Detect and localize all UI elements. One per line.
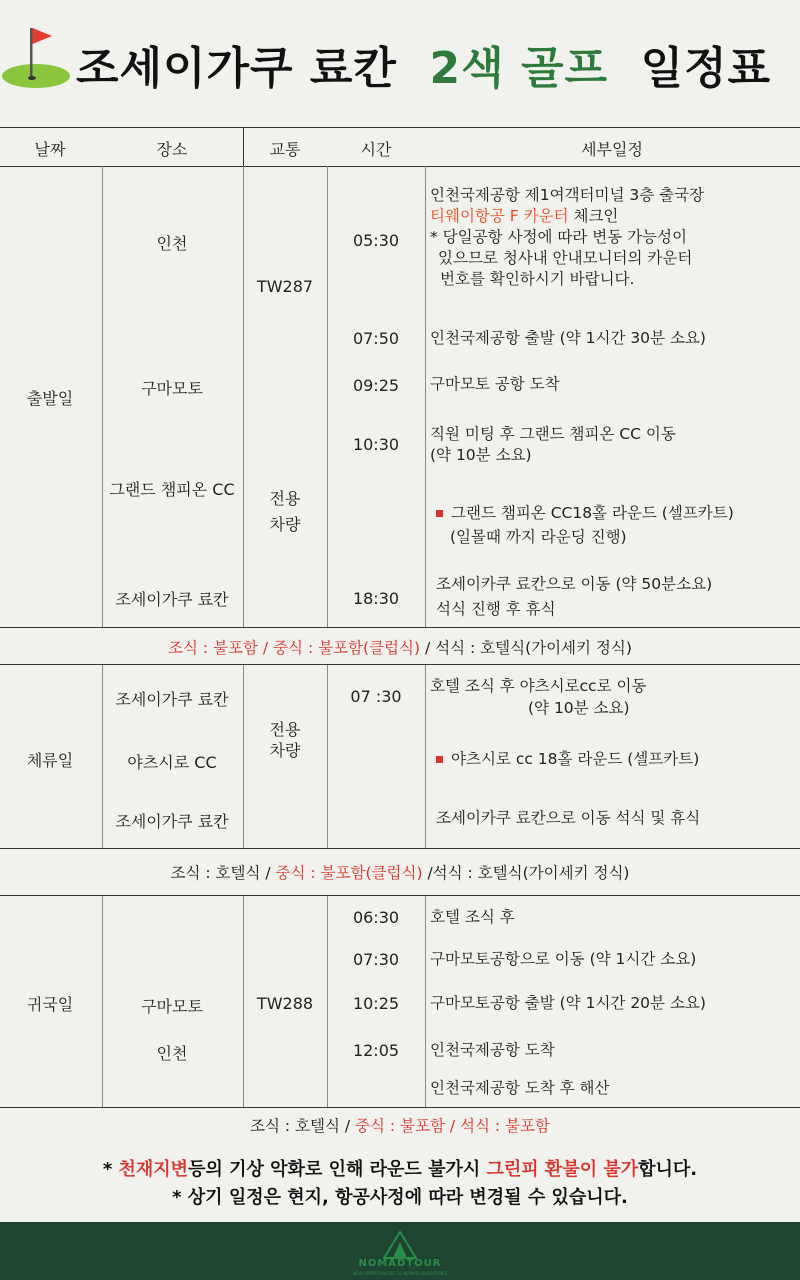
day3-meals: 조식 : 호텔식 / 중식 : 불포함 / 석식 : 불포함	[249, 1117, 550, 1135]
col-divider	[327, 664, 328, 848]
table-top-border	[0, 127, 800, 128]
place-cell: 구마모토	[141, 379, 203, 398]
header-place: 장소	[156, 140, 188, 159]
footer-bar	[0, 1222, 800, 1280]
transport-cell: 차량	[269, 741, 301, 760]
brand-logo: NOMADTOUR	[358, 1258, 442, 1269]
col-divider	[243, 664, 244, 848]
section-border	[0, 895, 800, 896]
day1-label: 출발일	[26, 389, 74, 408]
detail-text: 인천국제공항 제1여객터미널 3층 출국장	[430, 186, 705, 204]
header-date: 날짜	[34, 140, 66, 159]
detail-text: 조세이카쿠 료칸으로 이동 석식 및 휴식	[436, 809, 701, 827]
place-cell: 구마모토	[141, 997, 203, 1016]
col-divider	[102, 166, 103, 627]
time-cell: 18:30	[352, 589, 400, 608]
detail-text: 인천국제공항 도착 후 해산	[430, 1079, 610, 1097]
place-cell: 조세이가쿠 료칸	[115, 812, 229, 831]
col-divider	[102, 664, 103, 848]
time-cell: 10:30	[352, 435, 400, 454]
bullet-icon	[436, 510, 443, 517]
page-title: 조세이가쿠 료칸 2색 골프 일정표	[76, 43, 772, 94]
bullet-icon	[436, 756, 443, 763]
detail-text: * 당일공항 사정에 따라 변동 가능성이	[430, 228, 687, 246]
time-cell: 12:05	[352, 1041, 400, 1060]
col-divider	[425, 895, 426, 1107]
place-cell: 그랜드 챔피온 CC	[109, 480, 235, 499]
detail-text: 조세이카쿠 료칸으로 이동 (약 50분소요)	[436, 575, 713, 593]
section-border	[0, 664, 800, 665]
detail-text: 구마모토공항으로 이동 (약 1시간 소요)	[430, 950, 697, 968]
detail-text: 티웨이항공 F 카운터 체크인	[430, 207, 619, 225]
header-bottom-border	[0, 166, 800, 167]
header-time: 시간	[360, 140, 392, 159]
detail-text: 인천국제공항 출발 (약 1시간 30분 소요)	[430, 329, 706, 347]
mountain-logo-icon	[370, 1230, 430, 1260]
section-border	[0, 848, 800, 849]
place-cell: 조세이가쿠 료칸	[115, 590, 229, 609]
golf-flag-icon	[0, 20, 80, 100]
notice-weather: * 천재지변등의 기상 악화로 인해 라운드 불가시 그린피 환불이 불가합니다.	[102, 1159, 698, 1180]
time-cell: 05:30	[352, 231, 400, 250]
day2-meals: 조식 : 호텔식 / 중식 : 불포함(클럽식) /석식 : 호텔식(가이세키 정식)	[170, 864, 630, 882]
header-divider	[243, 127, 244, 167]
section-border	[0, 1107, 800, 1108]
header-transport: 교통	[269, 140, 301, 159]
transport-cell: 전용	[269, 489, 301, 508]
round-highlight: 그랜드 챔피온 CC18홀 라운드 (셀프카트)	[436, 503, 734, 524]
place-cell: 인천	[156, 234, 188, 253]
detail-text: 있으므로 청사내 안내모니터의 카운터	[438, 249, 693, 267]
section-border	[0, 627, 800, 628]
detail-text: (약 10분 소요)	[430, 446, 532, 464]
time-cell: 10:25	[352, 994, 400, 1013]
brand-tagline: NEW OPPORTUNITIES TO NOMAD ADVENTURES	[352, 1271, 448, 1276]
col-divider	[102, 895, 103, 1107]
detail-text: (약 10분 소요)	[528, 699, 630, 717]
detail-text: 구마모토공항 출발 (약 1시간 20분 소요)	[430, 994, 706, 1012]
time-cell: 07:50	[352, 329, 400, 348]
detail-text: 호텔 조식 후	[430, 908, 515, 926]
col-divider	[425, 166, 426, 627]
detail-text: 번호를 확인하시기 바랍니다.	[440, 270, 635, 288]
time-cell: 09:25	[352, 376, 400, 395]
transport-cell: 차량	[269, 515, 301, 534]
detail-text: 인천국제공항 도착	[430, 1041, 555, 1059]
col-divider	[425, 664, 426, 848]
transport-cell: 전용	[269, 720, 301, 739]
header-detail: 세부일정	[581, 140, 643, 159]
col-divider	[243, 166, 244, 627]
day3-label: 귀국일	[26, 995, 74, 1014]
detail-text: 구마모토 공항 도착	[430, 375, 560, 393]
place-cell: 조세이가쿠 료칸	[115, 690, 229, 709]
time-cell: 07:30	[352, 950, 400, 969]
day1-meals: 조식 : 불포함 / 중식 : 불포함(클럽식) / 석식 : 호텔식(가이세키 정식)	[168, 639, 632, 657]
place-cell: 야츠시로 CC	[127, 753, 217, 772]
detail-text: (일몰때 까지 라운딩 진행)	[450, 528, 627, 546]
col-divider	[243, 895, 244, 1107]
day2-label: 체류일	[26, 751, 74, 770]
notice-schedule-change: * 상기 일정은 현지, 항공사정에 따라 변경될 수 있습니다.	[172, 1187, 628, 1208]
detail-text: 석식 진행 후 휴식	[436, 600, 556, 618]
detail-text: 직원 미팅 후 그랜드 챔피온 CC 이동	[430, 425, 676, 443]
col-divider	[327, 895, 328, 1107]
transport-cell: TW287	[256, 277, 314, 296]
place-cell: 인천	[156, 1044, 188, 1063]
title-area	[0, 0, 800, 110]
round-highlight: 야츠시로 cc 18홀 라운드 (셀프카트)	[436, 749, 699, 770]
transport-cell: TW288	[256, 994, 314, 1013]
detail-text: 호텔 조식 후 야츠시로cc로 이동	[430, 677, 647, 695]
time-cell: 07 :30	[350, 687, 402, 706]
col-divider	[327, 166, 328, 627]
time-cell: 06:30	[352, 908, 400, 927]
